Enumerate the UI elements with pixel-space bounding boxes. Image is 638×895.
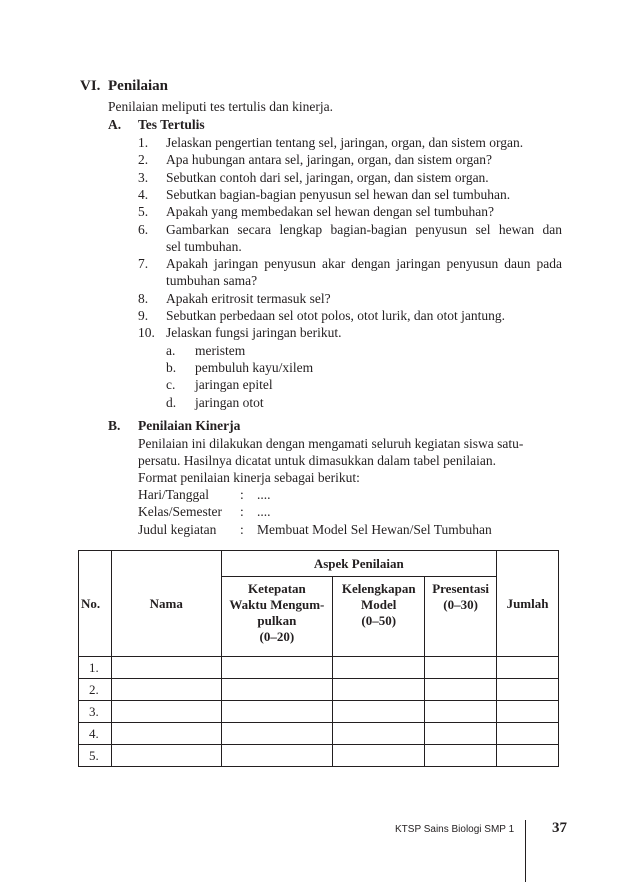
sub-item-letter: b. — [166, 359, 177, 375]
part-b-paragraph-line: persatu. Hasilnya dicatat untuk dimasukkan dalam tabel penilaian. — [138, 453, 497, 468]
sub-item-text: pembuluh kayu/xilem — [195, 359, 314, 375]
question-text: Apakah jaringan penyusun akar dengan jaringan penyusun daun pada — [166, 256, 562, 272]
part-b-paragraph-line: Penilaian ini dilakukan dengan mengamati seluruh kegiatan siswa satu- — [138, 436, 524, 451]
sub-item-text: jaringan epitel — [195, 377, 273, 393]
field-label: Judul kegiatan — [138, 522, 217, 537]
part-b-title: Penilaian Kinerja — [138, 418, 241, 433]
section-title: Penilaian — [108, 78, 169, 94]
question-number: 7. — [138, 256, 149, 272]
header-jumlah: Jumlah — [497, 551, 559, 657]
field-separator: : — [240, 522, 244, 537]
footer-book-title: KTSP Sains Biologi SMP 1 — [395, 824, 515, 835]
question-text: Apakah eritrosit termasuk sel? — [166, 290, 331, 306]
part-a-title: Tes Tertulis — [138, 117, 205, 132]
field-value: .... — [257, 487, 271, 502]
question-text: tumbuhan sama? — [166, 273, 258, 289]
field-label: Hari/Tanggal — [138, 487, 210, 502]
sub-item-text: meristem — [195, 342, 246, 358]
part-a-letter: A. — [108, 117, 122, 132]
intro-text: Penilaian meliputi tes tertulis dan kinerja. — [108, 99, 333, 114]
section-number: VI. — [80, 78, 101, 94]
header-no: No. — [79, 551, 112, 657]
sub-item-text: jaringan otot — [195, 394, 264, 410]
question-number: 5. — [138, 204, 149, 220]
field-separator: : — [240, 487, 244, 502]
field-value: .... — [257, 504, 271, 519]
table-row: 1. — [79, 657, 559, 679]
question-number: 1. — [138, 135, 149, 150]
field-separator: : — [240, 504, 244, 519]
part-b-paragraph-line: Format penilaian kinerja sebagai berikut: — [138, 470, 360, 485]
question-text: Sebutkan perbedaan sel otot polos, otot lurik, dan otot jantung. — [166, 308, 505, 323]
field-label: Kelas/Semester — [138, 504, 222, 519]
question-text: Jelaskan fungsi jaringan berikut. — [166, 325, 342, 341]
part-b-letter: B. — [108, 418, 121, 433]
table-row: 2. — [79, 679, 559, 701]
sub-item-letter: a. — [166, 342, 176, 358]
question-text: Gambarkan secara lengkap bagian-bagian penyusun sel hewan dan — [166, 221, 562, 237]
header-aspek-penilaian: Aspek Penilaian — [221, 551, 497, 577]
question-number: 8. — [138, 290, 149, 306]
question-text: Sebutkan contoh dari sel, jaringan, organ, dan sistem organ. — [166, 169, 489, 185]
question-text: Sebutkan bagian-bagian penyusun sel hewan dan sel tumbuhan. — [166, 186, 511, 202]
header-ketepatan: Ketepatan Waktu Mengum- pulkan (0–20) — [221, 577, 333, 657]
question-text: Jelaskan pengertian tentang sel, jaringan, organ, dan sistem organ. — [166, 135, 524, 150]
footer-divider — [525, 820, 526, 882]
question-number: 6. — [138, 221, 149, 237]
header-presentasi: Presentasi (0–30) — [425, 577, 497, 657]
assessment-table — [78, 550, 559, 767]
question-number: 9. — [138, 308, 149, 323]
sub-item-letter: c. — [166, 377, 176, 393]
page-number: 37 — [552, 820, 567, 836]
field-value: Membuat Model Sel Hewan/Sel Tumbuhan — [257, 522, 492, 537]
sub-item-letter: d. — [166, 394, 177, 410]
question-text: Apa hubungan antara sel, jaringan, organ, dan sistem organ? — [166, 152, 493, 168]
question-number: 2. — [138, 152, 149, 168]
table-row: 5. — [79, 745, 559, 767]
question-number: 10. — [138, 325, 155, 341]
question-text: sel tumbuhan. — [166, 238, 242, 254]
header-nama: Nama — [111, 551, 221, 657]
header-kelengkapan: Kelengkapan Model (0–50) — [333, 577, 425, 657]
question-number: 4. — [138, 186, 149, 202]
table-row: 4. — [79, 723, 559, 745]
table-row: 3. — [79, 701, 559, 723]
question-text: Apakah yang membedakan sel hewan dengan sel tumbuhan? — [166, 204, 495, 220]
question-number: 3. — [138, 169, 149, 185]
